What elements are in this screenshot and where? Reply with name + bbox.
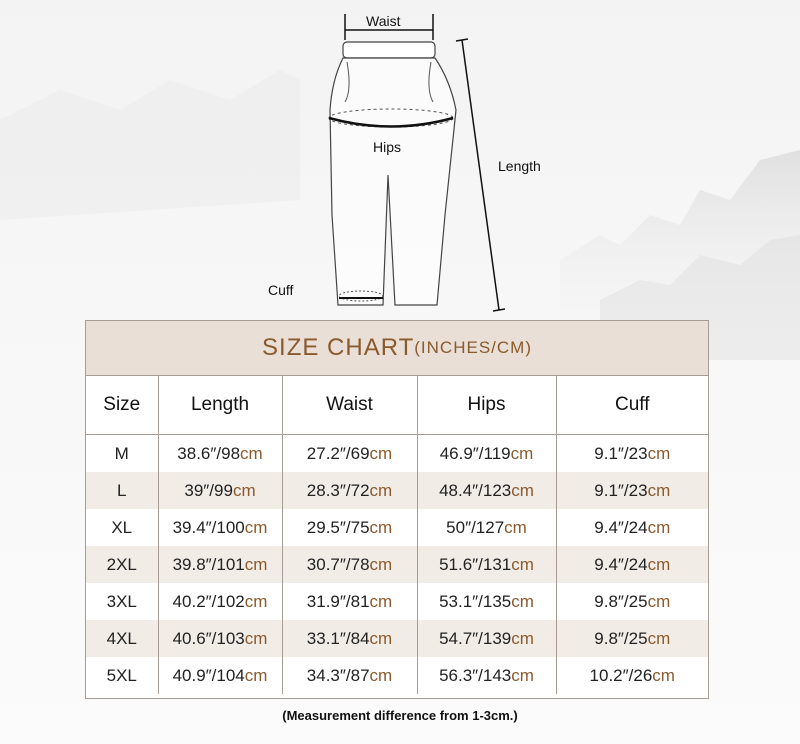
- unit-cm: cm: [504, 517, 527, 537]
- cell-waist-value: 34.3″/87: [306, 665, 370, 685]
- cell-size: [86, 620, 158, 657]
- cell-hips: [417, 472, 556, 509]
- unit-cm: cm: [511, 665, 534, 685]
- unit-cm: cm: [244, 517, 268, 537]
- size-table: [86, 376, 708, 694]
- unit-cm: cm: [647, 591, 671, 611]
- cell-waist: [282, 546, 417, 583]
- unit-cm: cm: [647, 443, 671, 463]
- cell-cuff: [556, 546, 708, 583]
- cell-cuff-value: 9.8″/25: [594, 591, 648, 611]
- cell-length-value: 39.8″/101: [172, 554, 245, 574]
- table-header-row: [86, 376, 708, 435]
- cell-waist-value: 30.7″/78: [306, 554, 370, 574]
- table-row: [86, 546, 708, 583]
- cell-size: [86, 435, 158, 473]
- unit-cm: cm: [511, 591, 534, 611]
- cell-cuff: [556, 435, 708, 473]
- unit-cm: cm: [244, 554, 268, 574]
- title-main: SIZE CHART: [262, 334, 415, 361]
- cell-cuff: [556, 657, 708, 694]
- table-row: [86, 509, 708, 546]
- cell-length-value: 40.9″/104: [172, 665, 245, 685]
- header-waist: Waist: [282, 376, 417, 435]
- table-row: [86, 435, 708, 473]
- cell-cuff-value: 9.1″/23: [594, 480, 648, 500]
- waist-label: Waist: [366, 13, 401, 29]
- unit-cm: cm: [647, 517, 671, 537]
- cell-hips: [417, 620, 556, 657]
- pants-illustration: [0, 0, 800, 320]
- measurement-note: (Measurement difference from 1-3cm.): [282, 708, 518, 723]
- unit-cm: cm: [647, 480, 671, 500]
- cell-length: [158, 472, 282, 509]
- cell-size-value: 3XL: [106, 591, 137, 611]
- unit-cm: cm: [511, 480, 534, 500]
- cell-cuff-value: 9.1″/23: [594, 443, 648, 463]
- cell-waist: [282, 583, 417, 620]
- size-chart: [85, 320, 709, 699]
- cell-hips: [417, 583, 556, 620]
- unit-cm: cm: [369, 443, 393, 463]
- cell-cuff: [556, 509, 708, 546]
- length-label: Length: [498, 158, 541, 174]
- cell-waist: [282, 472, 417, 509]
- cell-hips-value: 56.3″/143: [439, 665, 512, 685]
- table-row: [86, 657, 708, 694]
- cell-waist-value: 33.1″/84: [306, 628, 370, 648]
- unit-cm: cm: [511, 628, 534, 648]
- unit-cm: cm: [510, 443, 534, 463]
- cell-size-value: XL: [111, 517, 133, 537]
- cell-size: [86, 546, 158, 583]
- cell-waist: [282, 620, 417, 657]
- cell-length: [158, 435, 282, 473]
- title-sub: (INCHES/CM): [414, 338, 532, 357]
- cell-waist-value: 29.5″/75: [306, 517, 370, 537]
- cell-size-value: 4XL: [106, 628, 137, 648]
- unit-cm: cm: [244, 628, 268, 648]
- cell-size: [86, 583, 158, 620]
- cuff-label: Cuff: [268, 282, 294, 298]
- cell-hips-value: 53.1″/135: [439, 591, 512, 611]
- cell-waist-value: 28.3″/72: [306, 480, 370, 500]
- table-row: [86, 472, 708, 509]
- cell-cuff: [556, 583, 708, 620]
- size-chart-title: [86, 321, 708, 376]
- unit-cm: cm: [244, 665, 268, 685]
- cell-length: [158, 620, 282, 657]
- unit-cm: cm: [369, 628, 393, 648]
- unit-cm: cm: [240, 443, 263, 463]
- cell-cuff: [556, 472, 708, 509]
- cell-waist: [282, 657, 417, 694]
- cell-size: [86, 472, 158, 509]
- cell-length-value: 40.6″/103: [172, 628, 245, 648]
- cell-hips-value: 48.4″/123: [439, 480, 512, 500]
- unit-cm: cm: [511, 554, 534, 574]
- unit-cm: cm: [647, 554, 671, 574]
- cell-waist-value: 27.2″/69: [306, 443, 370, 463]
- unit-cm: cm: [369, 480, 393, 500]
- cell-hips-value: 51.6″/131: [439, 554, 512, 574]
- cell-hips: [417, 435, 556, 473]
- cell-cuff-value: 9.4″/24: [594, 517, 648, 537]
- unit-cm: cm: [647, 628, 671, 648]
- hips-label: Hips: [373, 139, 402, 155]
- cell-size: [86, 657, 158, 694]
- cell-waist-value: 31.9″/81: [306, 591, 370, 611]
- cell-cuff-value: 9.4″/24: [594, 554, 648, 574]
- cell-size-value: M: [114, 443, 129, 463]
- cell-size: [86, 509, 158, 546]
- unit-cm: cm: [369, 665, 393, 685]
- cell-hips: [417, 546, 556, 583]
- unit-cm: cm: [369, 554, 393, 574]
- cell-hips: [417, 657, 556, 694]
- cell-hips: [417, 509, 556, 546]
- cell-hips-value: 54.7″/139: [439, 628, 512, 648]
- cell-length-value: 39.4″/100: [172, 517, 245, 537]
- table-row: [86, 583, 708, 620]
- cell-waist: [282, 435, 417, 473]
- table-row: [86, 620, 708, 657]
- cell-length-value: 39″/99: [184, 480, 233, 500]
- unit-cm: cm: [244, 591, 268, 611]
- cell-hips-value: 50″/127: [446, 517, 505, 537]
- cell-length: [158, 657, 282, 694]
- cell-length-value: 40.2″/102: [172, 591, 245, 611]
- cell-size-value: 5XL: [106, 665, 137, 685]
- header-cuff: Cuff: [556, 376, 708, 435]
- cell-size-value: L: [117, 480, 127, 500]
- cell-size-value: 2XL: [106, 554, 137, 574]
- cell-cuff: [556, 620, 708, 657]
- cell-cuff-value: 9.8″/25: [594, 628, 648, 648]
- header-size: Size: [86, 376, 158, 435]
- unit-cm: cm: [369, 591, 393, 611]
- unit-cm: cm: [232, 480, 256, 500]
- cell-waist: [282, 509, 417, 546]
- header-hips: Hips: [417, 376, 556, 435]
- cell-hips-value: 46.9″/119: [439, 443, 511, 463]
- unit-cm: cm: [369, 517, 393, 537]
- unit-cm: cm: [652, 665, 675, 685]
- header-length: Length: [158, 376, 282, 435]
- cell-cuff-value: 10.2″/26: [589, 665, 653, 685]
- cell-length: [158, 546, 282, 583]
- cell-length: [158, 583, 282, 620]
- cell-length: [158, 509, 282, 546]
- table-body: [86, 435, 708, 695]
- pants-diagram: [0, 0, 800, 320]
- cell-length-value: 38.6″/98: [177, 443, 241, 463]
